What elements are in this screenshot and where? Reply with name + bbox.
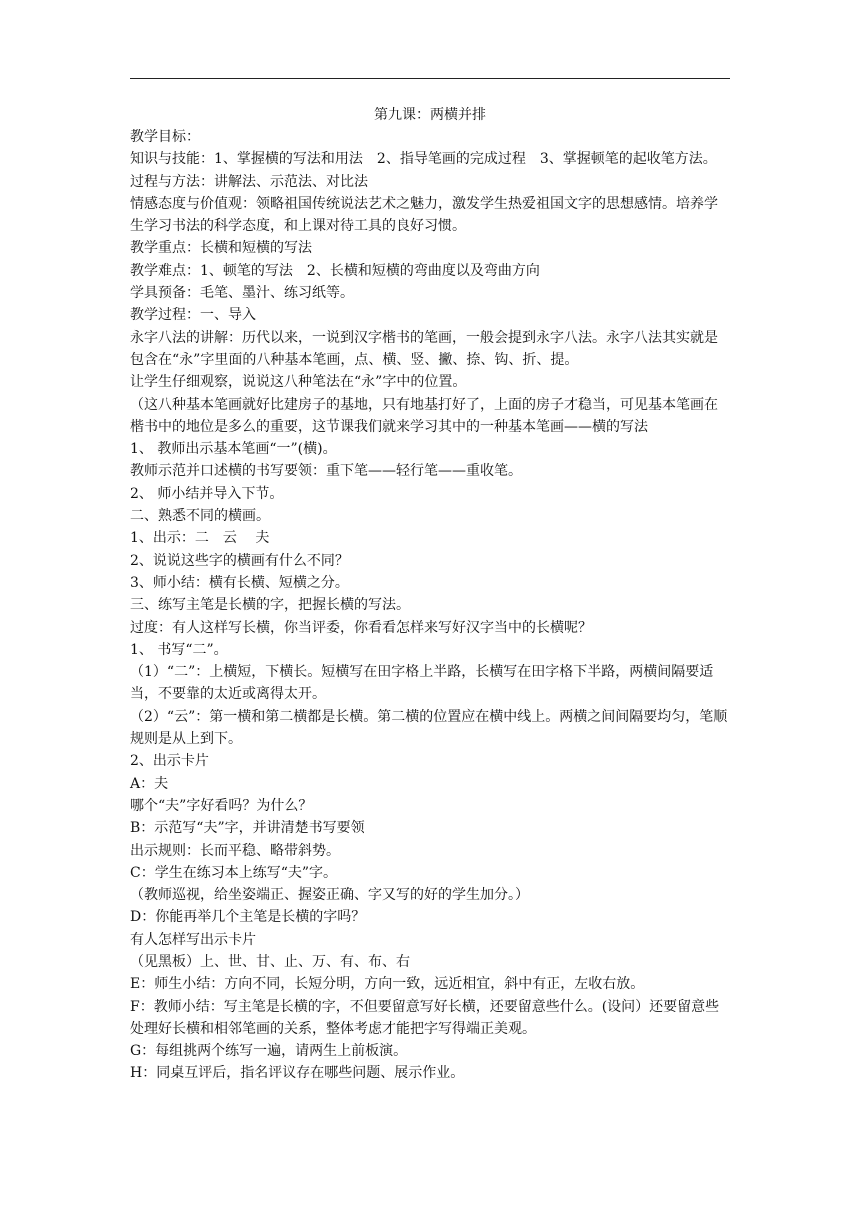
paragraph: 过度：有人这样写长横，你当评委，你看看怎样来写好汉字当中的长横呢？ <box>130 619 592 636</box>
paragraph: 教学过程：一、导入 <box>130 307 256 324</box>
paragraph: E：师生小结：方向不同，长短分明，方向一致，远近相宜，斜中有正，左收右放。 <box>130 976 645 993</box>
paragraph: 让学生仔细观察，说说这八种笔法在“永”字中的位置。 <box>130 374 467 391</box>
paragraph: 1、出示：二 云 夫 <box>130 530 270 547</box>
paragraph: F：教师小结：写主笔是长横的字，不但要留意写好长横，还要留意些什么。(设问）还要留意些处理好长横和相邻笔画的关系，整体考虑才能把字写得端正美观。 <box>130 998 720 1037</box>
paragraph: 1、 教师出示基本笔画“一”(横)。 <box>130 441 337 458</box>
paragraph: H：同桌互评后，指名评议存在哪些问题、展示作业。 <box>130 1065 465 1082</box>
paragraph: 2、说说这些字的横画有什么不同？ <box>130 552 349 569</box>
paragraph: 学具预备：毛笔、墨汁、练习纸等。 <box>130 285 354 302</box>
paragraph: 1、 书写“二”。 <box>130 641 228 658</box>
paragraph: （2）“云”：第一横和第二横都是长横。第二横的位置应在横中线上。两横之间间隔要均匀，笔顺规则是从上到下。 <box>130 708 728 748</box>
paragraph: 知识与技能：1、掌握横的写法和用法 2、指导笔画的完成过程 3、掌握顿笔的起收笔方法。 <box>130 151 717 168</box>
paragraph: （教师巡视，给坐姿端正、握姿正确、字又写的好的学生加分。） <box>130 887 529 904</box>
paragraph: G：每组挑两个练写一遍，请两生上前板演。 <box>130 1043 408 1060</box>
paragraph: 教学重点：长横和短横的写法 <box>130 240 312 257</box>
document-body <box>130 104 730 1085</box>
header-rule <box>130 78 730 79</box>
paragraph: 情感态度与价值观：领略祖国传统说法艺术之魅力，激发学生热爱祖国文字的思想感情。培养学生学习书法的科学态度，和上课对待工具的良好习惯。 <box>130 195 718 235</box>
paragraph: 过程与方法：讲解法、示范法、对比法 <box>130 173 368 190</box>
paragraph: 有人怎样写出示卡片 <box>130 931 256 948</box>
paragraph: （见黑板）上、世、甘、止、万、有、布、右 <box>130 953 410 970</box>
paragraph: 2、出示卡片 <box>130 753 209 770</box>
paragraph: 三、练写主笔是长横的字，把握长横的写法。 <box>130 597 410 614</box>
paragraph: 永字八法的讲解：历代以来，一说到汉字楷书的笔画，一般会提到永字八法。永字八法其实就是包含在“永”字里面的八种基本笔画，点、横、竖、撇、捺、钩、折、提。 <box>130 329 718 368</box>
paragraph: 哪个“夫”字好看吗？为什么？ <box>130 797 313 814</box>
paragraph: C：学生在练习本上练写“夫”字。 <box>130 864 338 881</box>
paragraph: （这八种基本笔画就好比建房子的基地，只有地基打好了，上面的房子才稳当，可见基本笔画在楷书中的地位是多么的重要，这节课我们就来学习其中的一种基本笔画——横的写法 <box>130 396 718 435</box>
lesson-title: 第九课：两横并排 <box>374 107 486 123</box>
paragraph: 教师示范并口述横的书写要领：重下笔——轻行笔——重收笔。 <box>130 463 522 480</box>
paragraph: 教学目标： <box>130 129 200 145</box>
paragraph-list <box>130 126 730 1085</box>
paragraph: A：夫 <box>130 775 169 792</box>
paragraph: 教学难点：1、顿笔的写法 2、长横和短横的弯曲度以及弯曲方向 <box>130 262 540 279</box>
paragraph: （1）“二”：上横短，下横长。短横写在田字格上半路，长横写在田字格下半路，两横间隔要适当，不要靠的太近或离得太开。 <box>130 664 714 703</box>
paragraph: B：示范写“夫”字，并讲清楚书写要领 <box>130 820 365 837</box>
paragraph: 二、熟悉不同的横画。 <box>130 508 270 525</box>
paragraph: 出示规则：长而平稳、略带斜势。 <box>130 842 340 859</box>
paragraph: D：你能再举几个主笔是长横的字吗？ <box>130 909 366 926</box>
paragraph: 2、 师小结并导入下节。 <box>130 485 284 502</box>
paragraph: 3、师小结：横有长横、短横之分。 <box>130 574 349 591</box>
